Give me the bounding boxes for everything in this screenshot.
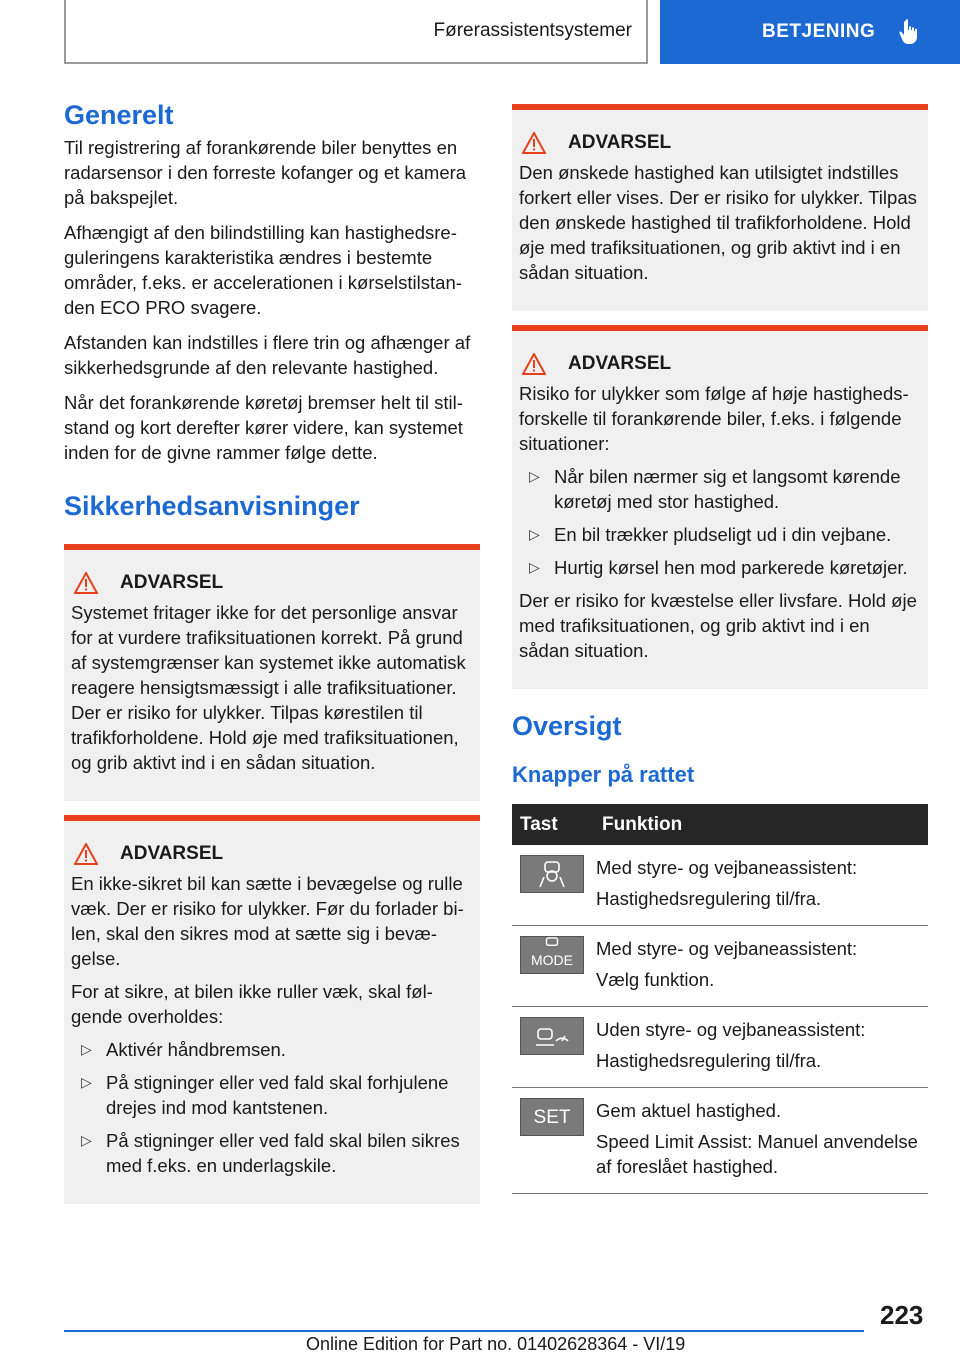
warning-title: ADVARSEL bbox=[71, 572, 473, 594]
bullet-triangle-icon: ▷ bbox=[529, 559, 540, 575]
bullet-triangle-icon: ▷ bbox=[81, 1041, 92, 1057]
buttons-table bbox=[512, 804, 928, 1194]
function-text: Med styre- og vejbaneassistent: bbox=[596, 857, 858, 878]
function-text: Hastighedsregulering til/fra. bbox=[596, 888, 822, 909]
paragraph: Afstanden kan indstilles i flere trin og afhænger af sikkerhedsgrunde af den relevante hastighed. bbox=[64, 332, 471, 378]
mode-button-icon: MODE bbox=[520, 936, 584, 974]
footer-divider bbox=[64, 1330, 864, 1332]
warning-text: Den ønskede hastighed kan utilsigtet indstilles forkert eller vises. Der er risiko for ulykker. Tilpas den ønskede hastighed til trafikforholdene. Hold øje med trafiksituationen, og grib aktivt ind i en sådan situation. bbox=[519, 162, 917, 283]
table-row bbox=[512, 1088, 928, 1194]
cruise-control-icon bbox=[520, 1017, 584, 1055]
warning-text: Systemet fritager ikke for det personlige ansvar for at vurdere trafiksituationen korrekt. På grund af systemgrænser kan systemet ikke automatisk reagere hensigtsmæssigt i alle trafiksituationer. Der er risiko for ulykker. Tilpas kørestilen til trafikforholdene. Hold øje med trafiksituationen, og grib aktivt ind i en sådan situation. bbox=[71, 602, 466, 773]
warning-text: For at sikre, at bilen ikke ruller væk, skal følgende overholdes: bbox=[71, 981, 433, 1027]
paragraph: Når det forankørende køretøj bremser helt til stilstand og kort derefter kører videre, kan systemet inden for de givne rammer følge dette. bbox=[64, 392, 463, 463]
hand-pointer-icon bbox=[897, 18, 921, 46]
table-row bbox=[512, 845, 928, 926]
list-item: ▷ Når bilen nærmer sig et langsomt kørende køretøj med stor hastighed. bbox=[529, 466, 901, 512]
header-chapter-tab[interactable] bbox=[660, 0, 960, 64]
list-item: ▷ En bil trækker pludseligt ud i din vejbane. bbox=[529, 524, 892, 545]
bullet-list bbox=[71, 1037, 473, 1178]
column-header-function: Funktion bbox=[596, 804, 928, 845]
function-text: Speed Limit Assist: Manuel anvendelse af foreslået hastighed. bbox=[596, 1131, 918, 1177]
chapter-title: BETJENING bbox=[762, 21, 876, 42]
warning-triangle-icon bbox=[522, 132, 546, 154]
table-row bbox=[512, 926, 928, 1007]
warning-box bbox=[64, 544, 480, 801]
heading-oversigt: Oversigt bbox=[512, 711, 622, 741]
heading-safety: Sikkerhedsanvisninger bbox=[64, 491, 360, 521]
warning-box bbox=[512, 104, 928, 311]
warning-text: Der er risiko for kvæstelse eller livsfare. Hold øje med trafiksituationen, og grib aktivt ind i en sådan situation. bbox=[519, 590, 917, 661]
right-column bbox=[512, 104, 928, 1194]
bullet-triangle-icon: ▷ bbox=[81, 1132, 92, 1148]
warning-triangle-icon bbox=[74, 572, 98, 594]
warning-text: En ikke-sikret bil kan sætte i bevægelse og rulle væk. Der er risiko for ulykker. Før du forlader bilen, skal den sikres mod at sætte sig i bevægelse. bbox=[71, 873, 464, 969]
page-number: 223 bbox=[880, 1300, 924, 1330]
set-button-icon: SET bbox=[520, 1098, 584, 1136]
function-text: Med styre- og vejbaneassistent: bbox=[596, 938, 858, 959]
warning-box bbox=[512, 325, 928, 689]
left-column bbox=[64, 100, 480, 1204]
bullet-triangle-icon: ▷ bbox=[529, 468, 540, 484]
paragraph: Afhængigt af den bilindstilling kan hastighedsreguleringens karakteristika ændres i bestemte områder, f.eks. er accelerationen i kørselstilstanden ECO PRO svagere. bbox=[64, 222, 462, 318]
paragraph: Til registrering af forankørende biler benyttes en radarsensor i den forreste kofanger og et kamera på bakspejlet. bbox=[64, 137, 467, 208]
list-item: ▷ På stigninger eller ved fald skal forhjulene drejes ind mod kantstenen. bbox=[81, 1072, 449, 1118]
column-header-key: Tast bbox=[512, 804, 596, 845]
steering-assist-icon bbox=[520, 855, 584, 893]
table-row bbox=[512, 1007, 928, 1088]
list-item: ▷ På stigninger eller ved fald skal bilen sikres med f.eks. en underlagskile. bbox=[81, 1130, 460, 1176]
warning-text: Risiko for ulykker som følge af høje hastighedsforskelle til forankørende biler, f.eks. i følgende situationer: bbox=[519, 383, 909, 454]
warning-box bbox=[64, 815, 480, 1204]
header-section-title bbox=[64, 0, 648, 64]
warning-triangle-icon bbox=[74, 843, 98, 865]
heading-generelt: Generelt bbox=[64, 100, 174, 130]
function-text: Gem aktuel hastighed. bbox=[596, 1100, 782, 1121]
list-item: ▷ Aktivér håndbremsen. bbox=[81, 1039, 286, 1060]
warning-title: ADVARSEL bbox=[71, 843, 473, 865]
warning-title: ADVARSEL bbox=[519, 132, 921, 154]
bullet-list bbox=[519, 464, 921, 580]
heading-buttons: Knapper på rattet bbox=[512, 762, 695, 787]
section-title: Førerassistentsystemer bbox=[433, 20, 632, 41]
warning-triangle-icon bbox=[522, 353, 546, 375]
function-text: Vælg funktion. bbox=[596, 969, 715, 990]
bullet-triangle-icon: ▷ bbox=[81, 1074, 92, 1090]
function-text: Hastighedsregulering til/fra. bbox=[596, 1050, 822, 1071]
list-item: ▷ Hurtig kørsel hen mod parkerede køretøjer. bbox=[529, 557, 908, 578]
edition-text: Online Edition for Part no. 01402628364 - VI/19 bbox=[306, 1334, 686, 1354]
warning-title: ADVARSEL bbox=[519, 353, 921, 375]
table-header-row bbox=[512, 804, 928, 845]
bullet-triangle-icon: ▷ bbox=[529, 526, 540, 542]
function-text: Uden styre- og vejbaneassistent: bbox=[596, 1019, 866, 1040]
